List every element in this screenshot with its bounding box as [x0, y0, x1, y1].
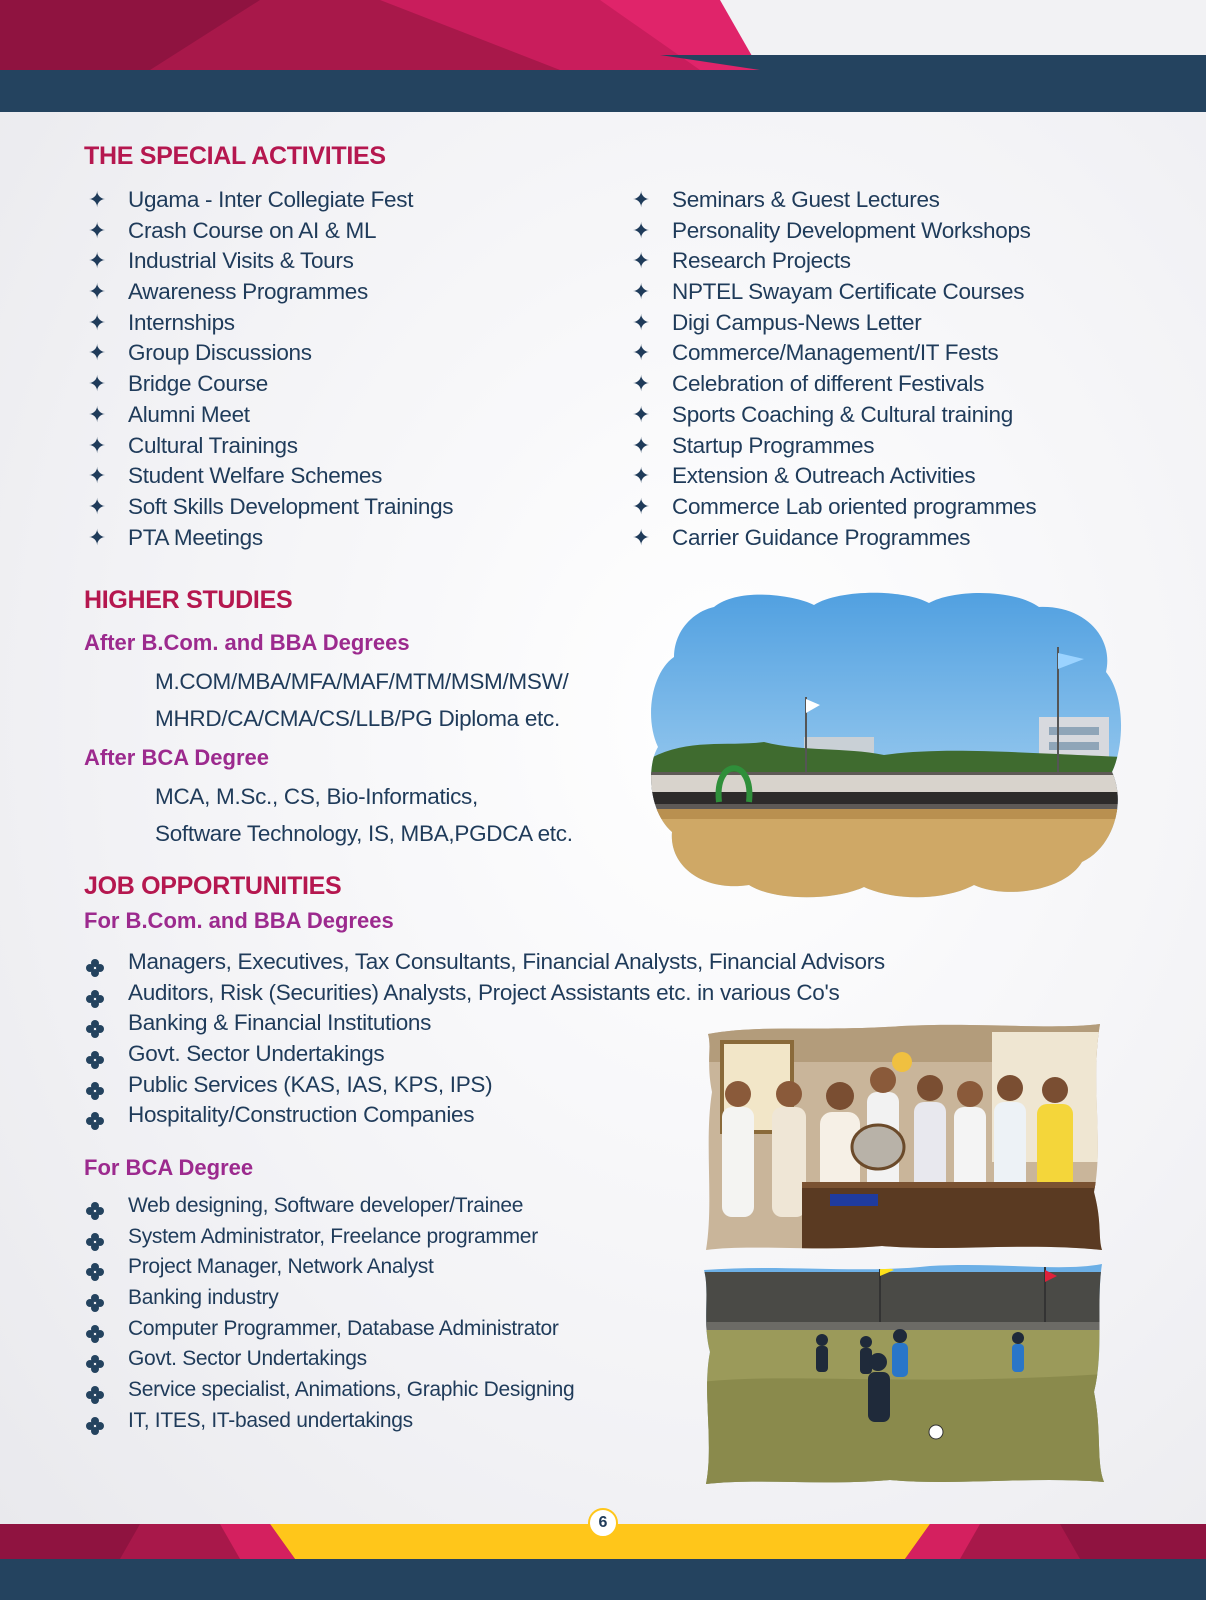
list-item-label: Govt. Sector Undertakings — [128, 1041, 385, 1067]
star-bullet-icon: ✦ — [87, 217, 107, 243]
trophy-presentation-photo — [702, 1022, 1106, 1254]
assembly-ground-photo — [644, 587, 1124, 901]
list-item — [628, 338, 1036, 369]
list-item — [84, 523, 453, 554]
clover-bullet-icon — [86, 1383, 104, 1401]
clover-bullet-icon — [86, 1230, 104, 1248]
list-item — [628, 431, 1036, 462]
star-bullet-icon: ✦ — [631, 524, 651, 550]
star-bullet-icon: ✦ — [87, 463, 107, 489]
star-bullet-icon: ✦ — [87, 279, 107, 305]
list-item-label: Public Services (KAS, IAS, KPS, IPS) — [128, 1071, 493, 1097]
list-item-label: Auditors, Risk (Securities) Analysts, Project Assistants etc. in various Co's — [128, 979, 840, 1005]
after-bcom-line-2: MHRD/CA/CMA/CS/LLB/PG Diploma etc. — [155, 706, 560, 731]
list-item-label: Crash Course on AI & ML — [128, 217, 377, 243]
clover-bullet-icon — [86, 1047, 104, 1065]
clover-bullet-icon — [86, 1199, 104, 1217]
list-item-label: Sports Coaching & Cultural training — [672, 401, 1013, 427]
job-bca-list — [84, 1191, 574, 1437]
list-item — [628, 400, 1036, 431]
list-item — [84, 277, 453, 308]
list-item — [628, 492, 1036, 523]
football-match-photo — [700, 1262, 1106, 1486]
list-item-label: Banking industry — [128, 1286, 279, 1310]
special-activities-right-list — [628, 185, 1036, 553]
list-item-label: Personality Development Workshops — [672, 217, 1031, 243]
list-item-label: Cultural Trainings — [128, 432, 298, 458]
star-bullet-icon: ✦ — [631, 279, 651, 305]
list-item — [84, 1191, 574, 1222]
clover-bullet-icon — [86, 1260, 104, 1278]
list-item — [628, 523, 1036, 554]
job-bcom-heading: For B.Com. and BBA Degrees — [84, 908, 394, 933]
after-bcom-degrees — [155, 663, 568, 737]
list-item — [84, 978, 885, 1009]
list-item-label: Seminars & Guest Lectures — [672, 187, 940, 212]
list-item-label: Web designing, Software developer/Trainee — [128, 1194, 524, 1217]
list-item — [84, 308, 453, 339]
list-item-label: PTA Meetings — [128, 524, 263, 550]
list-item — [84, 185, 453, 216]
list-item-label: Startup Programmes — [672, 432, 875, 458]
list-item-label: Digi Campus-News Letter — [672, 309, 922, 335]
list-item — [84, 492, 453, 523]
list-item — [84, 1406, 574, 1437]
list-item-label: Research Projects — [672, 248, 851, 274]
list-item — [628, 246, 1036, 277]
higher-studies-title: HIGHER STUDIES — [84, 586, 293, 614]
list-item-label: Computer Programmer, Database Administrator — [128, 1316, 559, 1340]
clover-bullet-icon — [86, 1352, 104, 1370]
list-item — [628, 461, 1036, 492]
list-item-label: Internships — [128, 309, 235, 335]
list-item-label: Service specialist, Animations, Graphic Designing — [128, 1378, 575, 1402]
list-item — [84, 338, 453, 369]
list-item-label: Group Discussions — [128, 340, 312, 366]
star-bullet-icon: ✦ — [87, 493, 107, 519]
star-bullet-icon: ✦ — [87, 432, 107, 458]
list-item — [84, 1375, 574, 1406]
special-activities-title: THE SPECIAL ACTIVITIES — [84, 142, 386, 170]
list-item — [84, 947, 885, 978]
list-item-label: NPTEL Swayam Certificate Courses — [672, 279, 1025, 305]
star-bullet-icon: ✦ — [631, 187, 651, 212]
list-item — [84, 1344, 574, 1375]
list-item — [84, 1222, 574, 1253]
star-bullet-icon: ✦ — [87, 524, 107, 550]
list-item-label: Commerce Lab oriented programmes — [672, 493, 1037, 519]
star-bullet-icon: ✦ — [87, 187, 107, 212]
header-banner — [0, 0, 1206, 112]
job-bca-heading: For BCA Degree — [84, 1155, 254, 1180]
list-item — [628, 185, 1036, 216]
list-item — [84, 400, 453, 431]
star-bullet-icon: ✦ — [631, 340, 651, 366]
clover-bullet-icon — [86, 1016, 104, 1034]
star-bullet-icon: ✦ — [87, 248, 107, 274]
after-bca-line-1: MCA, M.Sc., CS, Bio-Informatics, — [155, 784, 478, 809]
star-bullet-icon: ✦ — [631, 309, 651, 335]
list-item — [84, 246, 453, 277]
list-item-label: Alumni Meet — [128, 401, 250, 427]
star-bullet-icon: ✦ — [87, 309, 107, 335]
list-item-label: Student Welfare Schemes — [128, 463, 383, 489]
list-item-label: IT, ITES, IT-based undertakings — [128, 1408, 413, 1432]
list-item — [84, 1252, 574, 1283]
star-bullet-icon: ✦ — [87, 401, 107, 427]
clover-bullet-icon — [86, 986, 104, 1004]
list-item-label: Managers, Executives, Tax Consultants, Financial Analysts, Financial Advisors — [128, 949, 885, 974]
list-item — [84, 216, 453, 247]
clover-bullet-icon — [86, 1108, 104, 1126]
list-item-label: Commerce/Management/IT Fests — [672, 340, 999, 366]
list-item-label: Bridge Course — [128, 371, 268, 397]
after-bca-heading: After BCA Degree — [84, 745, 270, 770]
clover-bullet-icon — [86, 1291, 104, 1309]
list-item-label: System Administrator, Freelance programmer — [128, 1224, 538, 1248]
list-item-label: Ugama - Inter Collegiate Fest — [128, 187, 414, 212]
star-bullet-icon: ✦ — [631, 493, 651, 519]
list-item-label: Industrial Visits & Tours — [128, 248, 354, 274]
list-item-label: Banking & Financial Institutions — [128, 1010, 432, 1036]
star-bullet-icon: ✦ — [631, 371, 651, 397]
after-bca-line-2: Software Technology, IS, MBA,PGDCA etc. — [155, 821, 573, 846]
clover-bullet-icon — [86, 1414, 104, 1432]
list-item-label: Celebration of different Festivals — [672, 371, 985, 397]
list-item-label: Carrier Guidance Programmes — [672, 524, 971, 550]
clover-bullet-icon — [86, 1078, 104, 1096]
list-item-label: Awareness Programmes — [128, 279, 368, 305]
list-item — [628, 308, 1036, 339]
after-bca-degrees — [155, 778, 573, 852]
list-item — [628, 216, 1036, 247]
list-item — [84, 1314, 574, 1345]
page-number: 6 — [588, 1508, 618, 1538]
list-item-label: Extension & Outreach Activities — [672, 463, 976, 489]
star-bullet-icon: ✦ — [631, 432, 651, 458]
list-item-label: Project Manager, Network Analyst — [128, 1255, 434, 1279]
job-opportunities-title: JOB OPPORTUNITIES — [84, 872, 342, 900]
clover-bullet-icon — [86, 1322, 104, 1340]
list-item — [84, 431, 453, 462]
star-bullet-icon: ✦ — [631, 463, 651, 489]
list-item — [628, 277, 1036, 308]
star-bullet-icon: ✦ — [631, 248, 651, 274]
special-activities-left-list — [84, 185, 453, 553]
list-item — [84, 369, 453, 400]
list-item-label: Hospitality/Construction Companies — [128, 1102, 475, 1128]
list-item — [84, 461, 453, 492]
after-bcom-line-1: M.COM/MBA/MFA/MAF/MTM/MSM/MSW/ — [155, 669, 569, 694]
list-item-label: Govt. Sector Undertakings — [128, 1347, 367, 1371]
list-item — [628, 369, 1036, 400]
after-bcom-heading: After B.Com. and BBA Degrees — [84, 630, 410, 655]
star-bullet-icon: ✦ — [87, 340, 107, 366]
star-bullet-icon: ✦ — [631, 217, 651, 243]
clover-bullet-icon — [86, 955, 104, 973]
list-item — [84, 1283, 574, 1314]
list-item-label: Soft Skills Development Trainings — [128, 493, 454, 519]
star-bullet-icon: ✦ — [631, 401, 651, 427]
star-bullet-icon: ✦ — [87, 371, 107, 397]
